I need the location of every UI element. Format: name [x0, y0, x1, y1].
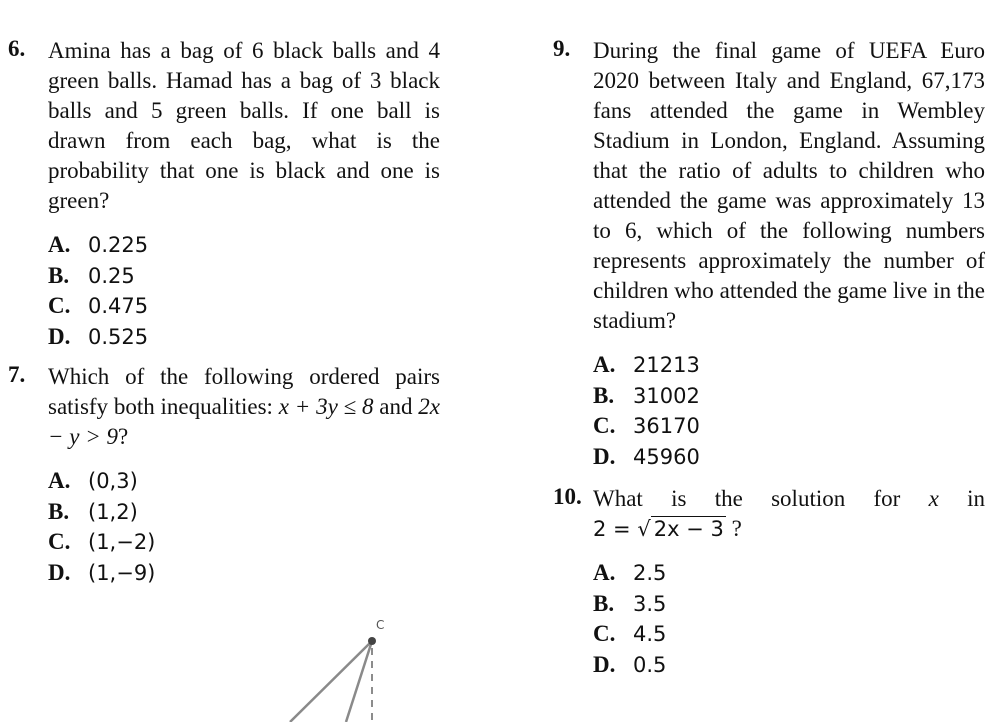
- question-6: [8, 36, 440, 352]
- radicand: 2x − 3: [651, 516, 726, 541]
- question-7: [8, 362, 440, 588]
- option-b[interactable]: [593, 589, 985, 620]
- option-d[interactable]: [48, 558, 440, 589]
- question-number: 10.: [553, 484, 582, 509]
- option-value: 0.225: [88, 233, 149, 257]
- option-letter: B.: [48, 498, 70, 524]
- question-number: 6.: [8, 36, 26, 61]
- answer-options: [593, 558, 985, 680]
- option-value: 45960: [633, 444, 700, 469]
- question-10: [553, 484, 985, 680]
- option-letter: D.: [48, 323, 71, 349]
- inequality-1: x + 3y ≤ 8: [278, 394, 374, 419]
- option-value: 3.5: [633, 591, 667, 616]
- question-9: [553, 36, 985, 472]
- option-letter: A.: [48, 232, 71, 257]
- option-c[interactable]: [48, 527, 440, 558]
- option-letter: B.: [593, 590, 615, 616]
- question-text: [593, 484, 985, 514]
- option-value: 2.5: [633, 561, 667, 585]
- option-letter: A.: [593, 560, 616, 585]
- option-letter: C.: [48, 293, 71, 318]
- question-text-part: What is the solution for: [593, 486, 901, 511]
- option-b[interactable]: [48, 261, 440, 292]
- answer-options: [593, 350, 985, 472]
- option-letter: A.: [48, 468, 71, 493]
- option-letter: C.: [593, 621, 616, 646]
- option-letter: B.: [48, 262, 70, 288]
- option-d[interactable]: [593, 650, 985, 681]
- option-b[interactable]: [48, 497, 440, 528]
- option-value: 0.475: [88, 294, 149, 318]
- option-value: 21213: [633, 353, 700, 377]
- question-text: Amina has a bag of 6 black balls and 4 green balls. Hamad has a bag of 3 black balls and 5 green balls. If one ball is drawn from each bag, what is the probability that one is black and one is green?: [48, 38, 440, 213]
- option-value: (1,2): [88, 499, 138, 524]
- question-text-part: ?: [118, 424, 129, 449]
- option-c[interactable]: [48, 291, 440, 322]
- triangle-figure: [270, 610, 410, 722]
- option-c[interactable]: [593, 619, 985, 650]
- option-letter: C.: [593, 413, 616, 438]
- point-c-label: C: [376, 618, 385, 632]
- option-value: 0.525: [88, 324, 149, 349]
- question-text-part: Which of the following ordered pairs satisfy both inequalities:: [48, 364, 440, 419]
- question-number: 7.: [8, 362, 26, 387]
- option-value: 4.5: [633, 622, 667, 646]
- option-letter: D.: [48, 559, 71, 585]
- question-text-part: ?: [725, 516, 742, 541]
- option-value: 0.5: [633, 652, 667, 677]
- option-letter: C.: [48, 529, 71, 554]
- point-c: [368, 637, 376, 645]
- option-b[interactable]: [593, 381, 985, 412]
- question-text-part: in: [967, 486, 986, 511]
- question-number: 9.: [553, 36, 571, 61]
- equation-lhs: 2 =: [593, 517, 638, 541]
- question-text-part: and: [379, 394, 413, 419]
- variable-x: x: [928, 486, 939, 511]
- option-a[interactable]: [48, 230, 440, 261]
- right-column: [553, 36, 985, 680]
- option-value: 36170: [633, 414, 700, 438]
- option-letter: A.: [593, 352, 616, 377]
- option-letter: D.: [593, 651, 616, 677]
- option-a[interactable]: [593, 558, 985, 589]
- left-column: [8, 36, 440, 588]
- question-text: During the final game of UEFA Euro 2020 between Italy and England, 67,173 fans attended the game in Wembley Stadium in London, England. Assuming that the ratio of adults to children who attended the game was approximately 13 to 6, which of the following numbers represents approximately the number of children who attended the game live in the stadium?: [593, 38, 985, 333]
- option-letter: D.: [593, 443, 616, 469]
- option-value: 31002: [633, 383, 700, 408]
- option-value: (0,3): [88, 469, 138, 493]
- option-letter: B.: [593, 382, 615, 408]
- option-value: (1,−9): [88, 560, 156, 585]
- triangle-figure-svg: [270, 610, 410, 722]
- option-d[interactable]: [593, 442, 985, 473]
- option-a[interactable]: [48, 466, 440, 497]
- option-a[interactable]: [593, 350, 985, 381]
- option-c[interactable]: [593, 411, 985, 442]
- option-value: 0.25: [88, 263, 135, 288]
- inequality-2: 2x − y > 9: [48, 394, 441, 449]
- answer-options: [48, 466, 440, 588]
- equation-line: [593, 514, 985, 544]
- option-value: (1,−2): [88, 530, 156, 554]
- option-d[interactable]: [48, 322, 440, 353]
- square-root: [637, 514, 726, 544]
- answer-options: [48, 230, 440, 352]
- radical-sign-icon: √: [637, 517, 651, 541]
- question-text: [48, 362, 440, 452]
